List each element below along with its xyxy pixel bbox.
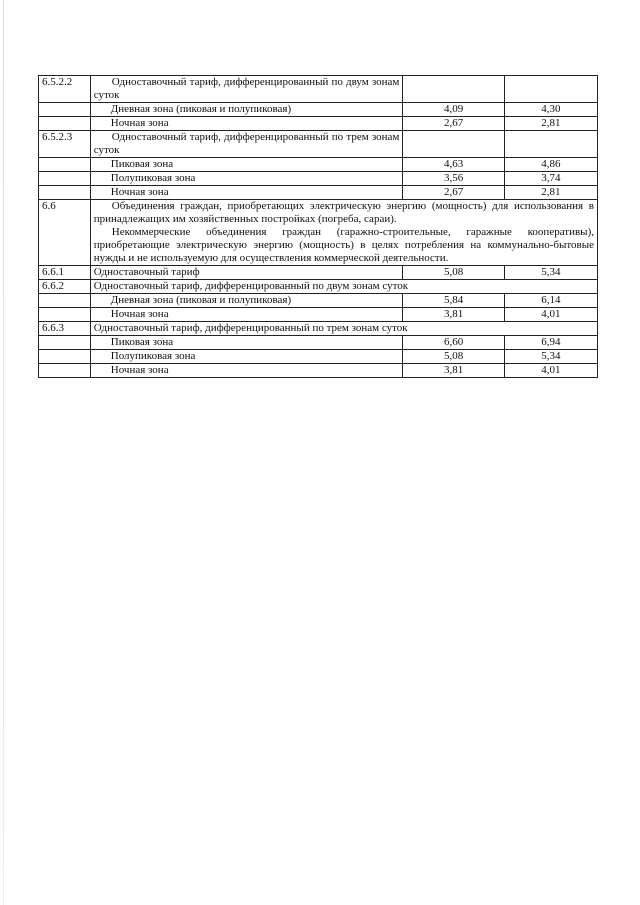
table-row (39, 308, 598, 322)
row-number (39, 294, 91, 308)
row-number (39, 103, 91, 117)
table-row (39, 364, 598, 378)
table-row (39, 117, 598, 131)
table-row (39, 266, 598, 280)
row-number (39, 350, 91, 364)
row-description: Одноставочный тариф, дифференцированный по двум зонам суток (90, 76, 403, 103)
row-description: Ночная зона (90, 117, 403, 131)
table-row (39, 131, 598, 158)
row-number (39, 186, 91, 200)
section-paragraph-1: Объединения граждан, приобретающих электрическую энергию (мощность) для использования в принадлежащих им хозяйственных постройках (погреба, сараи). (93, 200, 594, 225)
table-row (39, 280, 598, 294)
row-number (39, 117, 91, 131)
tariff-table (38, 75, 598, 378)
row-description: Одноставочный тариф (90, 266, 403, 280)
value-cell-2: 2,81 (504, 186, 597, 200)
table-row (39, 322, 598, 336)
row-number: 6.6.3 (39, 322, 91, 336)
table-row (39, 103, 598, 117)
value-cell-1: 5,84 (403, 294, 504, 308)
row-description: Одноставочный тариф, дифференцированный по двум зонам суток (90, 280, 597, 294)
value-cell-2: 2,81 (504, 117, 597, 131)
value-cell-2 (504, 76, 597, 103)
row-description: Дневная зона (пиковая и полупиковая) (90, 103, 403, 117)
row-description: Дневная зона (пиковая и полупиковая) (90, 294, 403, 308)
row-description: Одноставочный тариф, дифференцированный по трем зонам суток (90, 322, 597, 336)
value-cell-1: 4,63 (403, 158, 504, 172)
row-number: 6.6 (39, 200, 91, 266)
row-description: Пиковая зона (90, 158, 403, 172)
value-cell-1: 5,08 (403, 350, 504, 364)
row-number: 6.5.2.2 (39, 76, 91, 103)
value-cell-1: 3,56 (403, 172, 504, 186)
row-number (39, 172, 91, 186)
value-cell-2: 4,01 (504, 364, 597, 378)
table-row (39, 186, 598, 200)
table-row (39, 294, 598, 308)
row-description: Ночная зона (90, 308, 403, 322)
table-row (39, 158, 598, 172)
row-description: Полупиковая зона (90, 172, 403, 186)
row-description: Ночная зона (90, 186, 403, 200)
table-row (39, 336, 598, 350)
value-cell-2: 4,86 (504, 158, 597, 172)
row-number: 6.6.1 (39, 266, 91, 280)
row-number (39, 158, 91, 172)
row-number (39, 364, 91, 378)
table-row (39, 350, 598, 364)
row-number (39, 308, 91, 322)
row-number: 6.5.2.3 (39, 131, 91, 158)
value-cell-2: 4,30 (504, 103, 597, 117)
value-cell-2: 6,14 (504, 294, 597, 308)
value-cell-2: 5,34 (504, 350, 597, 364)
value-cell-1: 3,81 (403, 308, 504, 322)
row-description: Полупиковая зона (90, 350, 403, 364)
value-cell-1 (403, 76, 504, 103)
value-cell-1: 2,67 (403, 186, 504, 200)
value-cell-1: 4,09 (403, 103, 504, 117)
row-number (39, 336, 91, 350)
scan-edge (3, 0, 4, 905)
row-description: Одноставочный тариф, дифференцированный по трем зонам суток (90, 131, 403, 158)
value-cell-1: 5,08 (403, 266, 504, 280)
value-cell-1: 2,67 (403, 117, 504, 131)
section-description (90, 200, 597, 266)
row-description: Ночная зона (90, 364, 403, 378)
value-cell-1 (403, 131, 504, 158)
row-description: Пиковая зона (90, 336, 403, 350)
value-cell-1: 3,81 (403, 364, 504, 378)
value-cell-2: 6,94 (504, 336, 597, 350)
value-cell-2 (504, 131, 597, 158)
row-number: 6.6.2 (39, 280, 91, 294)
table-row (39, 172, 598, 186)
value-cell-2: 4,01 (504, 308, 597, 322)
value-cell-2: 5,34 (504, 266, 597, 280)
table-row (39, 76, 598, 103)
table-row-section (39, 200, 598, 266)
section-paragraph-2: Некоммерческие объединения граждан (гаражно-строительные, гаражные кооперативы), приобретающие электрическую энергию (мощность) в целях потребления на коммунально-бытовые нужды и не используемую для осуществления коммерческой деятельности. (93, 226, 594, 264)
value-cell-1: 6,60 (403, 336, 504, 350)
value-cell-2: 3,74 (504, 172, 597, 186)
